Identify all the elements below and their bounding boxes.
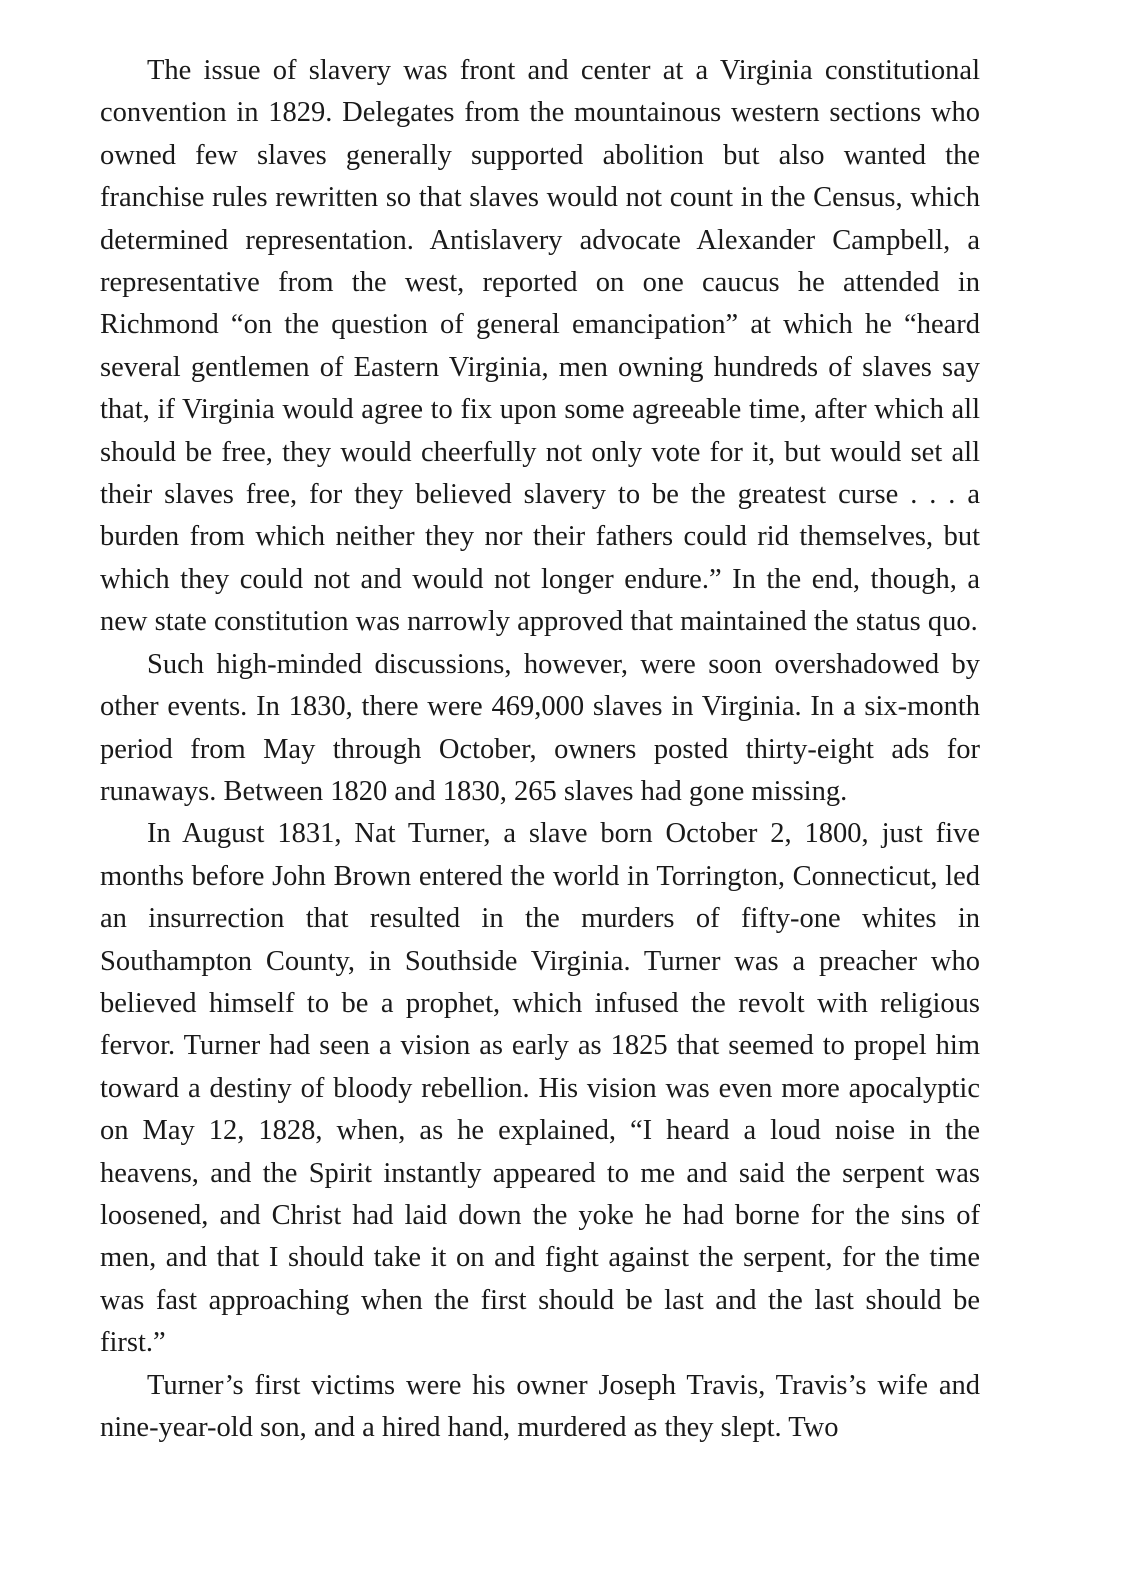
paragraph-turner-victims: Turner’s first victims were his owner Joseph Travis, Travis’s wife and nine-year-old son, and a hired hand, murdered as they slept. Two (100, 1369, 980, 1443)
paragraph-nat-turner: In August 1831, Nat Turner, a slave born October 2, 1800, just five months before John Brown entered the world in Torrington, Connecticut, led an insurrection that resulted in the murders of fifty-one whites in Southampton County, in Southside Virginia. Turner was a preacher who believed himself to be a prophet, which infused the revolt with religious fervor. Turner had seen a vision as early as 1825 that seemed to propel him toward a destiny of bloody rebellion. His vision was even more apocalyptic on May 12, 1828, when, as he explained, “I heard a loud noise in the heavens, and the Spirit instantly appeared to me and said the serpent was loosened, and Christ had laid down the yoke he had borne for the sins of men, and that I should take it on and fight against the serpent, for the time was fast approaching when the first should be last and the last should be first.” (100, 818, 980, 1359)
page-body (100, 50, 980, 1449)
paragraph-slave-statistics: Such high-minded discussions, however, were soon overshadowed by other events. In 1830, there were 469,000 slaves in Virginia. In a six-month period from May through October, owners posted thirty-eight ads for runaways. Between 1820 and 1830, 265 slaves had gone missing. (100, 648, 980, 807)
paragraph-virginia-convention: The issue of slavery was front and center at a Virginia constitutional convention in 1829. Delegates from the mountainous western sections who owned few slaves generally supported abolition but also wanted the franchise rules rewritten so that slaves would not count in the Census, which determined representation. Antislavery advocate Alexander Campbell, a representative from the west, reported on one caucus he attended in Richmond “on the question of general emancipation” at which he “heard several gentlemen of Eastern Virginia, men owning hundreds of slaves say that, if Virginia would agree to fix upon some agreeable time, after which all should be free, they would cheerfully not only vote for it, but would set all their slaves free, for they believed slavery to be the greatest curse . . . a burden from which neither they nor their fathers could rid themselves, but which they could not and would not longer endure.” In the end, though, a new state constitution was narrowly approved that maintained the status quo. (100, 55, 980, 638)
